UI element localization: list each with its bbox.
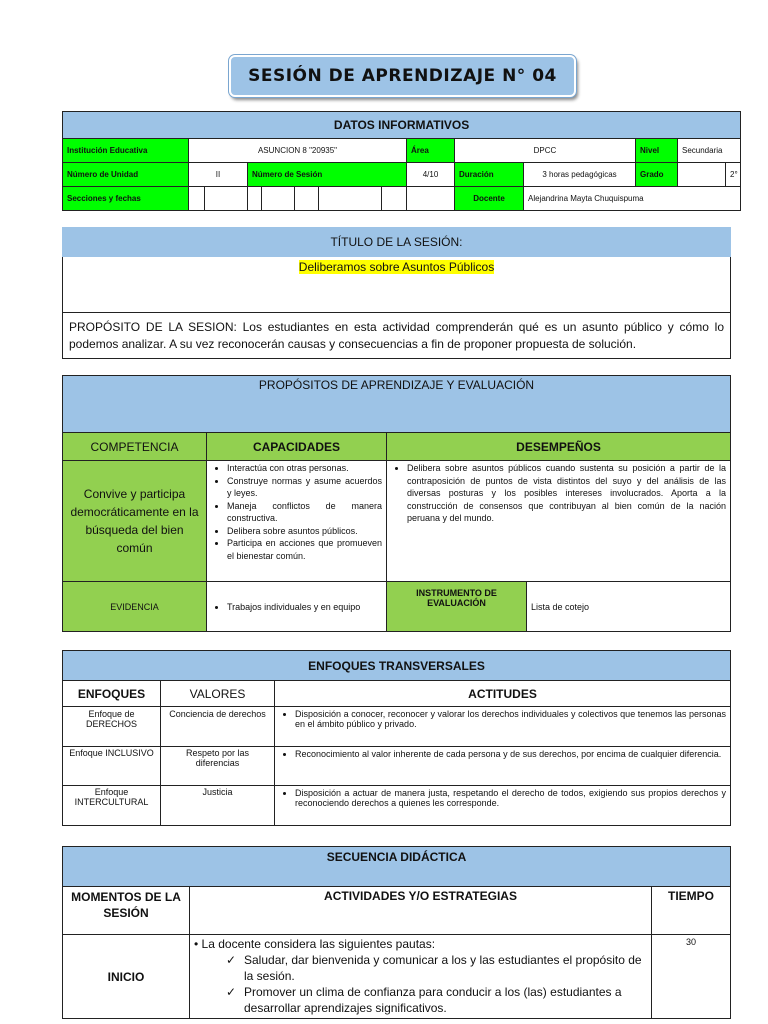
seccion-cell — [262, 187, 295, 211]
enfoque-cell: Enfoque INTERCULTURAL — [63, 786, 161, 826]
capacidades-list — [211, 462, 382, 562]
capacidades-cell — [207, 461, 387, 582]
docente-value: Alejandrina Mayta Chuquispuma — [524, 187, 741, 211]
titulo-cell — [63, 257, 731, 313]
competencia-header: COMPETENCIA — [63, 433, 207, 461]
col-momentos: MOMENTOS DE LA SESIÓN — [63, 887, 190, 935]
duracion-label: Duración — [455, 163, 524, 187]
inicio-intro-row: • La docente considera las siguientes pautas: — [194, 937, 436, 951]
docente-label: Docente — [455, 187, 524, 211]
instrumento-value: Lista de cotejo — [527, 582, 731, 632]
enfoques-header: ENFOQUES TRANSVERSALES — [63, 651, 731, 681]
datos-informativos-table — [62, 111, 741, 211]
desempenos-cell — [387, 461, 731, 582]
competencia-value: Convive y participa democráticamente en la búsqueda del bien común — [63, 461, 207, 582]
propositos-table — [62, 375, 731, 632]
seccion-cell — [382, 187, 407, 211]
grado-blank — [678, 163, 726, 187]
capacidad-item: • Construye normas y asume acuerdos y leyes. — [227, 475, 382, 500]
area-label: Área — [407, 139, 455, 163]
titulo-header: TÍTULO DE LA SESIÓN: — [63, 228, 731, 257]
actitud-item: • Disposición a actuar de manera justa, respetando el derecho de todos, exigiendo sus propios derechos y reconociendo derechos a quienes les corresponde. — [295, 788, 726, 808]
unidad-value: II — [189, 163, 248, 187]
desempeno-item: • Delibera sobre asuntos públicos cuando sustenta su posición a partir de la contraposición de puntos de vista distintos del suyo y del análisis de las diversas posturas y los posibles intereses involucrados. Aporta a la construcción de consensos que contribuyan al bien común de la nación peruana y del mundo. — [407, 462, 726, 525]
enfoque-cell: Enfoque INCLUSIVO — [63, 747, 161, 786]
capacidades-header: CAPACIDADES — [207, 433, 387, 461]
capacidad-item: • Delibera sobre asuntos públicos. — [227, 525, 382, 538]
capacidad-item: • Interactúa con otras personas. — [227, 462, 382, 475]
inicio-item: ✓ Saludar, dar bienvenida y comunicar a los y las estudiantes el propósito de la sesión. — [244, 952, 647, 984]
enfoque-cell: Enfoque de DERECHOS — [63, 707, 161, 747]
propositos-header: PROPÓSITOS DE APRENDIZAJE Y EVALUACIÓN — [63, 376, 731, 433]
actitud-cell — [275, 707, 731, 747]
enfoques-table — [62, 650, 731, 826]
sesion-value: 4/10 — [407, 163, 455, 187]
inicio-label: INICIO — [63, 935, 190, 1019]
col-actividades: ACTIVIDADES Y/O ESTRATEGIAS — [190, 887, 652, 935]
evidencia-cell — [207, 582, 387, 632]
unidad-label: Número de Unidad — [63, 163, 189, 187]
secuencia-table — [62, 846, 731, 1019]
titulo-table — [62, 227, 731, 359]
session-title: SESIÓN DE APRENDIZAJE N° 04 — [229, 55, 576, 97]
seccion-cell — [295, 187, 319, 211]
secciones-label: Secciones y fechas — [63, 187, 189, 211]
duracion-value: 3 horas pedagógicas — [524, 163, 636, 187]
capacidad-item: • Participa en acciones que promueven el bienestar común. — [227, 537, 382, 562]
evidencia-label: EVIDENCIA — [63, 582, 207, 632]
seccion-cell — [189, 187, 205, 211]
desempenos-list — [391, 462, 726, 525]
actitud-item: • Disposición a conocer, reconocer y valorar los derechos individuales y colectivos que tenemos las personas en el ámbito público y privado. — [295, 709, 726, 729]
secuencia-header: SECUENCIA DIDÁCTICA — [63, 847, 731, 887]
capacidad-item: • Maneja conflictos de manera constructiva. — [227, 500, 382, 525]
valor-cell: Conciencia de derechos — [161, 707, 275, 747]
grado-label: Grado — [636, 163, 678, 187]
evidencia-list — [211, 602, 382, 612]
institucion-value: ASUNCION 8 "20935" — [189, 139, 407, 163]
inicio-tiempo: 30 — [652, 935, 731, 1019]
col-enfoques: ENFOQUES — [63, 681, 161, 707]
seccion-cell — [407, 187, 455, 211]
valor-cell: Justicia — [161, 786, 275, 826]
seccion-cell — [248, 187, 262, 211]
grado-value: 2° — [726, 163, 741, 187]
actitud-cell — [275, 747, 731, 786]
seccion-cell — [319, 187, 382, 211]
session-topic: Deliberamos sobre Asuntos Públicos — [298, 260, 495, 274]
actitud-item: • Reconocimiento al valor inherente de cada persona y de sus derechos, por encima de cualquier diferencia. — [295, 749, 726, 759]
evidencia-item: • Trabajos individuales y en equipo — [227, 602, 382, 612]
actitud-cell — [275, 786, 731, 826]
sesion-label: Número de Sesión — [248, 163, 407, 187]
valor-cell: Respeto por las diferencias — [161, 747, 275, 786]
instrumento-label: INSTRUMENTO DE EVALUACIÓN — [387, 582, 527, 632]
nivel-value: Secundaria — [678, 139, 741, 163]
inicio-actividades — [190, 935, 652, 1019]
seccion-cell — [205, 187, 248, 211]
inicio-checklist — [194, 952, 647, 1016]
proposito-sesion: PROPÓSITO DE LA SESION: Los estudiantes en esta actividad comprenderán qué es un asunto público y cómo lo podemos analizar. A su vez reconocerán causas y consecuencias a fin de proponer propuesta de solución. — [63, 313, 731, 359]
nivel-label: Nivel — [636, 139, 678, 163]
inicio-item: ✓ Promover un clima de confianza para conducir a los (las) estudiantes a desarrollar aprendizajes significativos. — [244, 984, 647, 1016]
desempenos-header: DESEMPEÑOS — [387, 433, 731, 461]
col-tiempo: TIEMPO — [652, 887, 731, 935]
col-actitudes: ACTITUDES — [275, 681, 731, 707]
datos-header: DATOS INFORMATIVOS — [63, 112, 741, 139]
inicio-intro: La docente considera las siguientes pautas: — [201, 937, 436, 951]
area-value: DPCC — [455, 139, 636, 163]
institucion-label: Institución Educativa — [63, 139, 189, 163]
col-valores: VALORES — [161, 681, 275, 707]
